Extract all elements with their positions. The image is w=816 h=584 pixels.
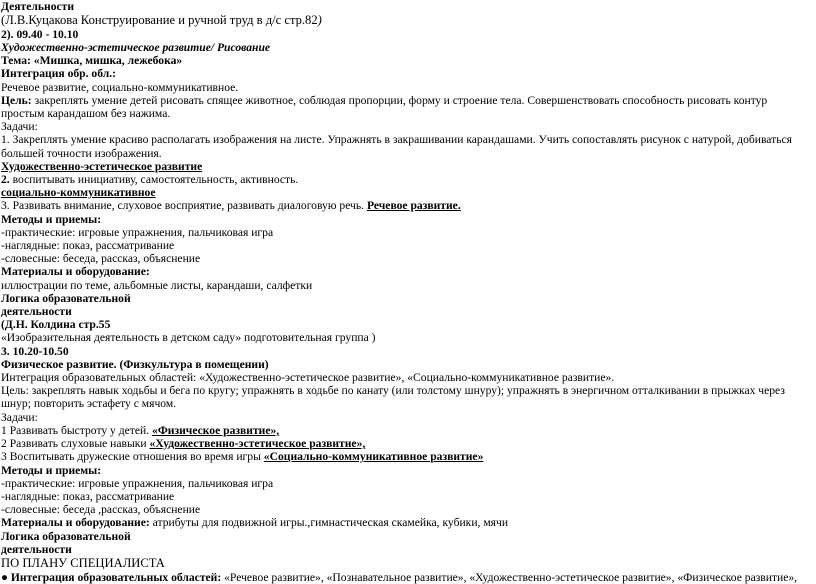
text-line	[1, 226, 813, 239]
text-line	[1, 239, 813, 252]
text-line	[1, 0, 813, 13]
text-line	[1, 173, 813, 186]
text-segment: 3. Развивать внимание, слуховое восприятие, развивать диалоговую речь.	[1, 199, 367, 213]
text-line	[1, 358, 813, 371]
text-segment: Логика образовательной	[1, 291, 131, 305]
text-line	[1, 292, 813, 305]
text-line	[1, 516, 813, 529]
text-segment: -словесные: беседа ,рассказ, объяснение	[1, 503, 201, 517]
text-segment: Материалы и оборудование:	[1, 265, 150, 279]
text-segment: (Д.Н. Колдина стр.55	[1, 318, 111, 332]
text-line	[1, 450, 813, 463]
text-line	[1, 411, 813, 424]
text-segment: закреплять умение детей рисовать спящее животное, соблюдая пропорции, форму и строение тела. Совершенствовать способность рисовать контур простым карандашом без нажима.	[1, 93, 768, 121]
text-segment: Интеграция образовательных областей: «Художественно-эстетическое развитие», «Социально-коммуникативное развитие».	[1, 371, 615, 385]
text-line	[1, 94, 813, 120]
text-line	[1, 81, 813, 94]
text-segment: деятельности	[1, 305, 72, 319]
text-line	[1, 13, 813, 28]
text-line	[1, 41, 813, 54]
text-segment: Тема: «Мишка, мишка, лежебока»	[1, 54, 183, 68]
text-segment: социально-коммуникативное	[1, 186, 156, 200]
text-line	[1, 556, 813, 571]
text-line	[1, 54, 813, 67]
text-segment: ● Интеграция образовательных областей:	[1, 570, 225, 584]
text-segment: 2 Развивать слуховые навыки	[1, 437, 150, 451]
text-segment: -практические: игровые упражнения, пальчиковая игра	[1, 476, 274, 490]
text-segment: «Изобразительная деятельность в детском саду» подготовительная группа )	[1, 331, 376, 345]
text-segment: «Социально-коммуникативное развитие»	[263, 450, 484, 464]
text-segment: Цель:	[1, 93, 35, 107]
text-segment: )	[317, 13, 322, 28]
text-segment: Физическое развитие. (Физкультура в помещении)	[1, 357, 269, 371]
text-segment: «Физическое развитие»,	[152, 423, 280, 437]
text-segment: Логика образовательной	[1, 529, 131, 543]
text-segment: 3 Воспитывать дружеские отношения во время игры	[1, 450, 264, 464]
text-segment: атрибуты для подвижной игры.,гимнастическая скамейка, кубики, мячи	[152, 516, 509, 530]
text-line	[1, 28, 813, 41]
text-line	[1, 530, 813, 543]
text-segment: «Художественно-эстетическое развитие»,	[149, 437, 366, 451]
text-line	[1, 213, 813, 226]
text-segment: Художественно-эстетическое развитие/ Рисование	[1, 41, 271, 54]
text-line	[1, 490, 813, 503]
text-segment: деятельности	[1, 542, 72, 556]
text-line	[1, 424, 813, 437]
text-segment: 2). 09.40 - 10.10	[1, 27, 79, 41]
text-segment: -наглядные: показ, рассматривание	[1, 239, 175, 253]
text-segment: Интеграция обр. обл.:	[1, 67, 116, 81]
text-segment: 1. Закреплять умение красиво располагать изображения на листе. Упражнять в закрашивании карандашами. Учить сопоставлять рисунок с натурой, добиваться большей точности изображения.	[1, 133, 792, 160]
text-segment: 2.	[1, 173, 13, 187]
text-line	[1, 133, 813, 159]
text-line	[1, 437, 813, 450]
text-line	[1, 186, 813, 199]
text-segment: Методы и приемы:	[1, 463, 102, 477]
text-line	[1, 384, 813, 410]
text-segment: Методы и приемы:	[1, 212, 102, 226]
text-segment: воспитывать инициативу, самостоятельность, активность.	[12, 173, 299, 187]
text-line	[1, 345, 813, 358]
text-segment: Цель: закреплять навык ходьбы и бега по кругу; упражнять в ходьбе по канату (или толстому шнуру); упражнять в энергичном отталкивании в прыжках через шнур; повторить эстафету с мячом.	[1, 384, 785, 411]
text-line	[1, 160, 813, 173]
text-segment: Задачи:	[1, 410, 38, 424]
text-segment: Материалы и оборудование:	[1, 516, 153, 530]
text-line	[1, 331, 813, 344]
text-segment: 1 Развивать быстроту у детей.	[1, 423, 153, 437]
text-line	[1, 305, 813, 318]
text-line	[1, 252, 813, 265]
text-segment: Речевое развитие, социально-коммуникативное.	[1, 80, 239, 94]
text-segment: 3. 10.20-10.50	[1, 344, 69, 358]
text-segment: Художественно-эстетическое развитие	[1, 159, 203, 173]
text-line	[1, 67, 813, 80]
text-line	[1, 265, 813, 278]
text-line	[1, 464, 813, 477]
text-segment: ПО ПЛАНУ СПЕЦИАЛИСТА	[1, 555, 165, 570]
text-segment: -словесные: беседа, рассказ, объяснение	[1, 252, 201, 266]
text-segment: Задачи:	[1, 120, 38, 134]
text-line	[1, 279, 813, 292]
text-line	[1, 477, 813, 490]
text-segment: иллюстрации по теме, альбомные листы, карандаши, салфетки	[1, 278, 313, 292]
text-line	[1, 503, 813, 516]
text-line	[1, 120, 813, 133]
text-line	[1, 543, 813, 556]
text-segment: Деятельности	[1, 0, 75, 13]
text-segment: «Речевое развитие», «Познавательное развитие», «Художественно-эстетическое развитие», «Физическое развитие»,	[224, 570, 798, 584]
text-segment: Речевое развитие.	[366, 199, 461, 213]
text-line	[1, 318, 813, 331]
text-segment: (Л.В.Куцакова Конструирование и ручной труд в д/с стр.82	[1, 13, 318, 28]
text-line	[1, 371, 813, 384]
text-line	[1, 571, 813, 584]
text-line	[1, 199, 813, 212]
text-segment: -наглядные: показ, рассматривание	[1, 489, 175, 503]
text-segment: -практические: игровые упражнения, пальчиковая игра	[1, 225, 274, 239]
